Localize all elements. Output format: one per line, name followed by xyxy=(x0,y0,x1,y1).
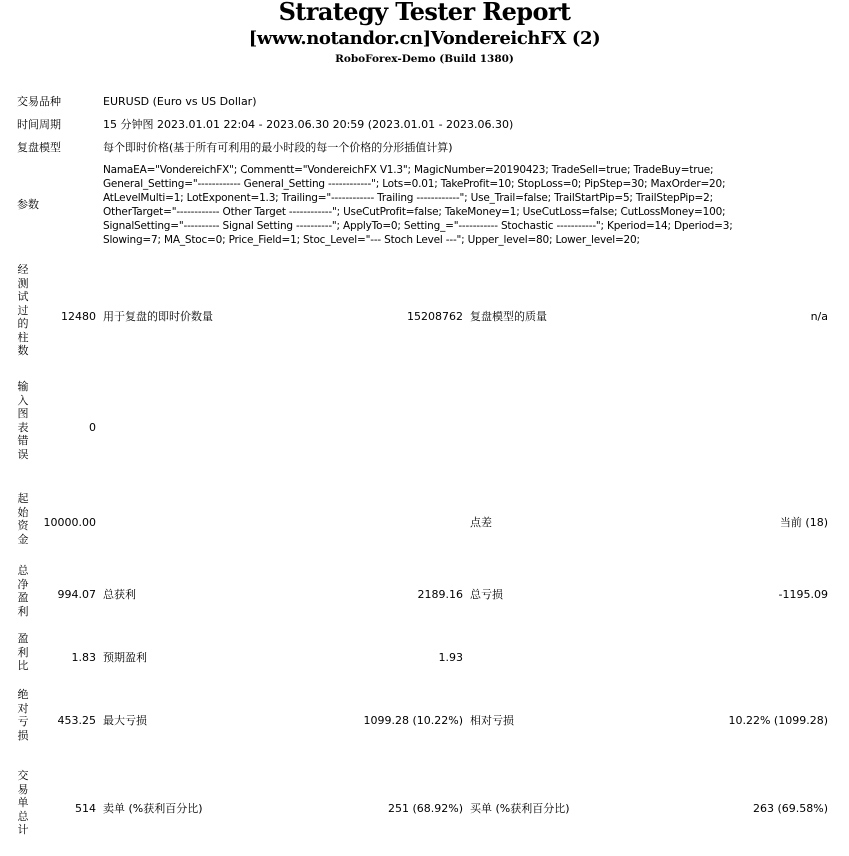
modelling-quality-label: 复盘模型的质量 xyxy=(470,310,547,323)
maximal-drawdown-label: 最大亏损 xyxy=(103,714,147,727)
params-line: OtherTarget="------------ Other Target ------------"; UseCutProfit=false; TakeMoney=1; UseCutLoss=false; CutLossMoney=100; xyxy=(103,206,726,218)
spread-label: 点差 xyxy=(470,516,492,529)
net-profit-label: 总 净 盈 利 xyxy=(17,564,29,618)
period-value: 15 分钟图 2023.01.01 22:04 - 2023.06.30 20:59 (2023.01.01 - 2023.06.30) xyxy=(103,118,514,131)
symbol-value: EURUSD (Euro vs US Dollar) xyxy=(103,95,257,108)
initial-deposit-value: 10000.00 xyxy=(43,516,96,529)
model-value: 每个即时价格(基于所有可利用的最小时段的每一个价格的分形插值计算) xyxy=(103,141,453,154)
long-positions-value: 263 (69.58%) xyxy=(752,802,828,815)
ticks-modelled-label: 用于复盘的即时价数量 xyxy=(103,310,213,323)
gross-profit-value: 2189.16 xyxy=(417,588,463,601)
model-label: 复盘模型 xyxy=(17,141,61,154)
profit-factor-label: 盈 利 比 xyxy=(17,632,29,672)
report-subtitle: [www.notandor.cn]VondereichFX (2) xyxy=(248,28,601,49)
initial-deposit-label: 起 始 资 金 xyxy=(17,492,29,546)
relative-drawdown-value: 10.22% (1099.28) xyxy=(728,714,828,727)
short-positions-value: 251 (68.92%) xyxy=(387,802,463,815)
params-line: General_Setting="------------ General_Setting ------------"; Lots=0.01; TakeProfit=10; StopLoss=0; PipStep=30; MaxOrder=20; xyxy=(103,178,726,190)
net-profit-value: 994.07 xyxy=(57,588,96,601)
total-trades-label: 交 易 单 总 计 xyxy=(17,769,29,836)
params-line: SignalSetting="---------- Signal Setting ----------"; ApplyTo=0; Setting_="----------- Stochastic -----------"; Kperiod=14; Dperiod=3; xyxy=(103,220,733,232)
params-line: AtLevelMulti=1; LotExponent=1.3; Trailing="------------ Trailing ------------"; Use_Trail=false; TrailStartPip=5; TrailStepPip=2; xyxy=(103,192,713,204)
params-block xyxy=(103,163,843,247)
params-line: Slowing=7; MA_Stoc=0; Price_Field=1; Stoc_Level="--- Stoch Level ---"; Upper_level=80; Lower_level=20; xyxy=(103,234,640,246)
chart-errors-label: 输 入 图 表 错 误 xyxy=(17,380,29,461)
spread-value: 当前 (18) xyxy=(779,516,828,529)
params-line: NamaEA="VondereichFX"; Commentt="VondereichFX V1.3"; MagicNumber=20190423; TradeSell=true; TradeBuy=true; xyxy=(103,164,714,176)
chart-errors-value: 0 xyxy=(89,421,96,434)
long-positions-label: 买单 (%获利百分比) xyxy=(470,802,570,815)
params-label: 参数 xyxy=(17,198,39,211)
symbol-label: 交易品种 xyxy=(17,95,61,108)
absolute-drawdown-value: 453.25 xyxy=(57,714,96,727)
total-trades-value: 514 xyxy=(75,802,96,815)
short-positions-label: 卖单 (%获利百分比) xyxy=(103,802,203,815)
expected-payoff-value: 1.93 xyxy=(438,651,463,664)
bars-tested-label: 经 测 试 过 的 柱 数 xyxy=(17,263,29,357)
modelling-quality-value: n/a xyxy=(810,310,828,323)
expected-payoff-label: 预期盈利 xyxy=(103,651,147,664)
gross-profit-label: 总获利 xyxy=(103,588,136,601)
gross-loss-label: 总亏损 xyxy=(470,588,503,601)
absolute-drawdown-label: 绝 对 亏 损 xyxy=(17,688,29,742)
server-build: RoboForex-Demo (Build 1380) xyxy=(335,53,514,65)
report-title: Strategy Tester Report xyxy=(278,0,571,26)
profit-factor-value: 1.83 xyxy=(71,651,96,664)
gross-loss-value: -1195.09 xyxy=(778,588,828,601)
maximal-drawdown-value: 1099.28 (10.22%) xyxy=(363,714,463,727)
relative-drawdown-label: 相对亏损 xyxy=(470,714,514,727)
period-label: 时间周期 xyxy=(17,118,61,131)
ticks-modelled-value: 15208762 xyxy=(407,310,463,323)
bars-tested-value: 12480 xyxy=(61,310,96,323)
